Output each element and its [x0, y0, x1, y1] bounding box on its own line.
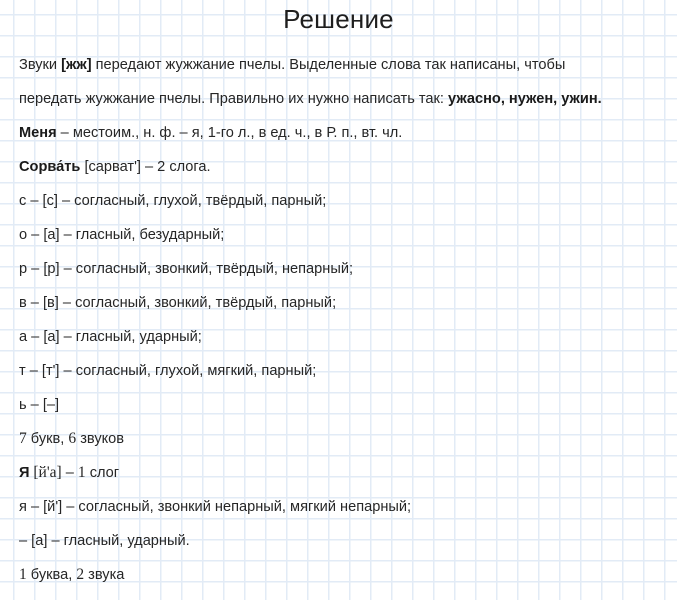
page-title: Решение — [283, 4, 394, 34]
letter-row: а – [а] – гласный, ударный; — [19, 329, 202, 345]
intro-text: передать жужжание пчелы. Правильно их нужно написать так: — [19, 91, 449, 107]
menya-description: – местоим., н. ф. – я, 1-го л., в ед. ч., в Р. п., вт. чл. — [56, 125, 403, 141]
ya-summary — [19, 566, 124, 584]
sounds-highlight: [жж] — [61, 57, 92, 73]
letter-row: т – [т'] – согласный, глухой, мягкий, парный; — [19, 363, 317, 379]
letter-count: 1 — [19, 566, 27, 583]
dash: – — [61, 465, 78, 481]
summary-text: звука — [84, 567, 125, 583]
intro-text: Звуки — [19, 57, 62, 73]
syllable-label: слог — [85, 465, 120, 481]
syllable-count: 1 — [77, 464, 86, 481]
sorvat-summary — [19, 430, 124, 448]
correct-spelling: ужасно, нужен, ужин. — [448, 91, 602, 107]
letter-count: 7 — [19, 430, 27, 447]
word-ya: Я — [19, 465, 30, 481]
sorvat-transcription: [сарват'] – 2 слога. — [80, 159, 211, 175]
letter-row: в – [в] – согласный, звонкий, твёрдый, парный; — [19, 295, 337, 311]
summary-text: буква, — [26, 567, 77, 583]
letter-row: р – [р] – согласный, звонкий, твёрдый, непарный; — [19, 261, 354, 277]
intro-line-2 — [19, 90, 602, 108]
sound-count: 6 — [68, 430, 77, 447]
word-sorvat: Сорва́ть — [19, 159, 81, 175]
word-menya: Меня — [19, 125, 57, 141]
intro-text: передают жужжание пчелы. Выделенные слова так написаны, чтобы — [91, 57, 566, 73]
sound-count: 2 — [76, 566, 85, 583]
sorvat-analysis — [19, 158, 211, 176]
summary-text: букв, — [26, 431, 69, 447]
letter-row: с – [с] – согласный, глухой, твёрдый, парный; — [19, 193, 327, 209]
letter-row: я – [й'] – согласный, звонкий непарный, мягкий непарный; — [19, 499, 412, 515]
ya-analysis — [19, 464, 119, 482]
letter-row: о – [а] – гласный, безударный; — [19, 227, 225, 243]
intro-line-1 — [19, 56, 565, 74]
ya-transcription: [й'а] — [29, 464, 62, 481]
letter-row: ь – [–] — [19, 397, 60, 413]
menya-analysis — [19, 124, 402, 142]
letter-row: – [а] – гласный, ударный. — [19, 533, 190, 549]
summary-text: звуков — [76, 431, 125, 447]
